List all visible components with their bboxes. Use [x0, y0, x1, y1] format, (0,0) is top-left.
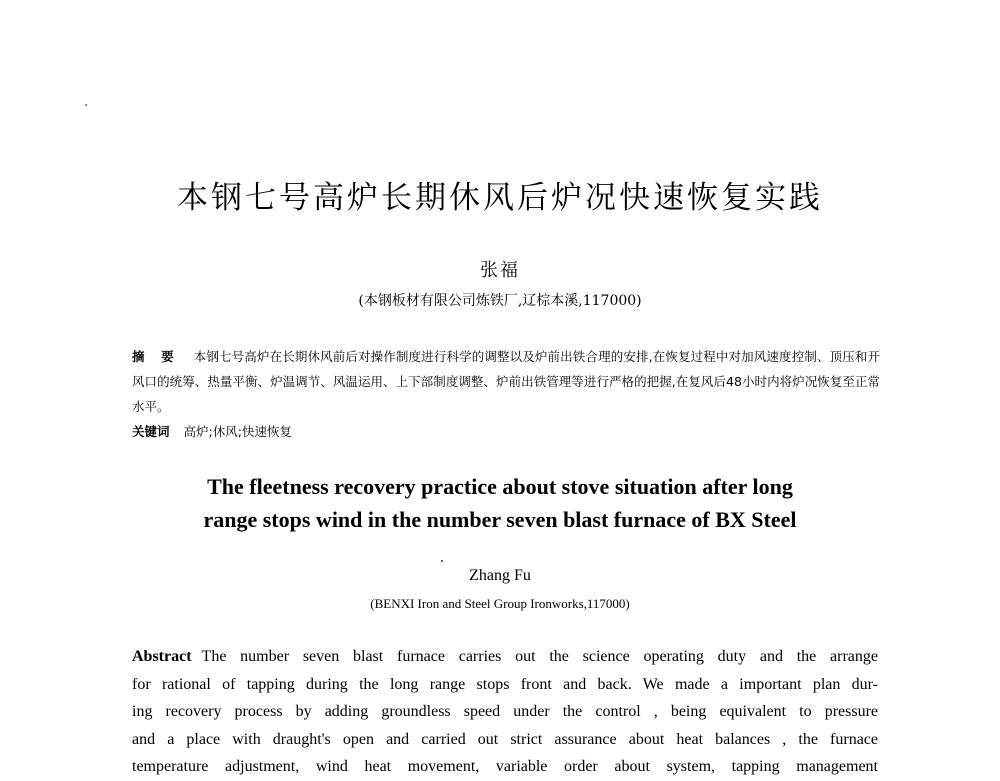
chinese-affiliation: (本钢板材有限公司炼铁厂,辽棕本溪,117000): [358, 293, 642, 309]
english-abstract-text-1: The number seven blast furnace carries out the science operating duty and the arrange: [201, 648, 878, 665]
english-title: [0, 470, 1000, 536]
chinese-keywords-label: 关键词: [132, 424, 170, 439]
english-abstract: [132, 643, 878, 781]
english-abstract-line-4: and a place with draught's open and carried out strict assurance about heat balances , the furnace: [132, 730, 878, 748]
english-author: Zhang Fu: [469, 567, 531, 584]
chinese-abstract: [132, 344, 880, 419]
chinese-title: 本钢七号高炉长期休风后炉况快速恢复实践: [177, 180, 823, 216]
chinese-abstract-text: 本钢七号高炉在长期休风前后对操作制度进行科学的调整以及炉前出铁合理的安排,在恢复过程中对加风速度控制、顶压和开风口的统筹、热量平衡、炉温调节、风温运用、上下部制度调整、炉前出铁管理等进行严格的把握,在复风后48小时内将炉况恢复至正常水平。: [132, 349, 880, 414]
chinese-keywords: [132, 419, 880, 444]
scan-speck: [441, 560, 443, 562]
english-title-line-1: The fleetness recovery practice about stove situation after long: [207, 474, 793, 499]
scan-speck: [85, 104, 87, 106]
chinese-abstract-label: 摘 要: [132, 349, 180, 364]
english-title-line-2: range stops wind in the number seven blast furnace of BX Steel: [203, 507, 797, 532]
english-abstract-line-1: [132, 643, 878, 671]
chinese-author: 张福: [480, 260, 520, 281]
english-abstract-line-5: temperature adjustment, wind heat movement, variable order about system, tapping management: [132, 758, 878, 775]
chinese-keywords-text: 高炉;休风;快速恢复: [183, 424, 292, 439]
english-affiliation: (BENXI Iron and Steel Group Ironworks,117000): [370, 596, 630, 611]
english-abstract-line-3: ing recovery process by adding groundless speed under the control , being equivalent to pressure: [132, 703, 878, 720]
english-abstract-label: Abstract: [132, 648, 192, 665]
english-abstract-line-2: for rational of tapping during the long range stops front and back. We made a important plan dur-: [132, 675, 878, 693]
